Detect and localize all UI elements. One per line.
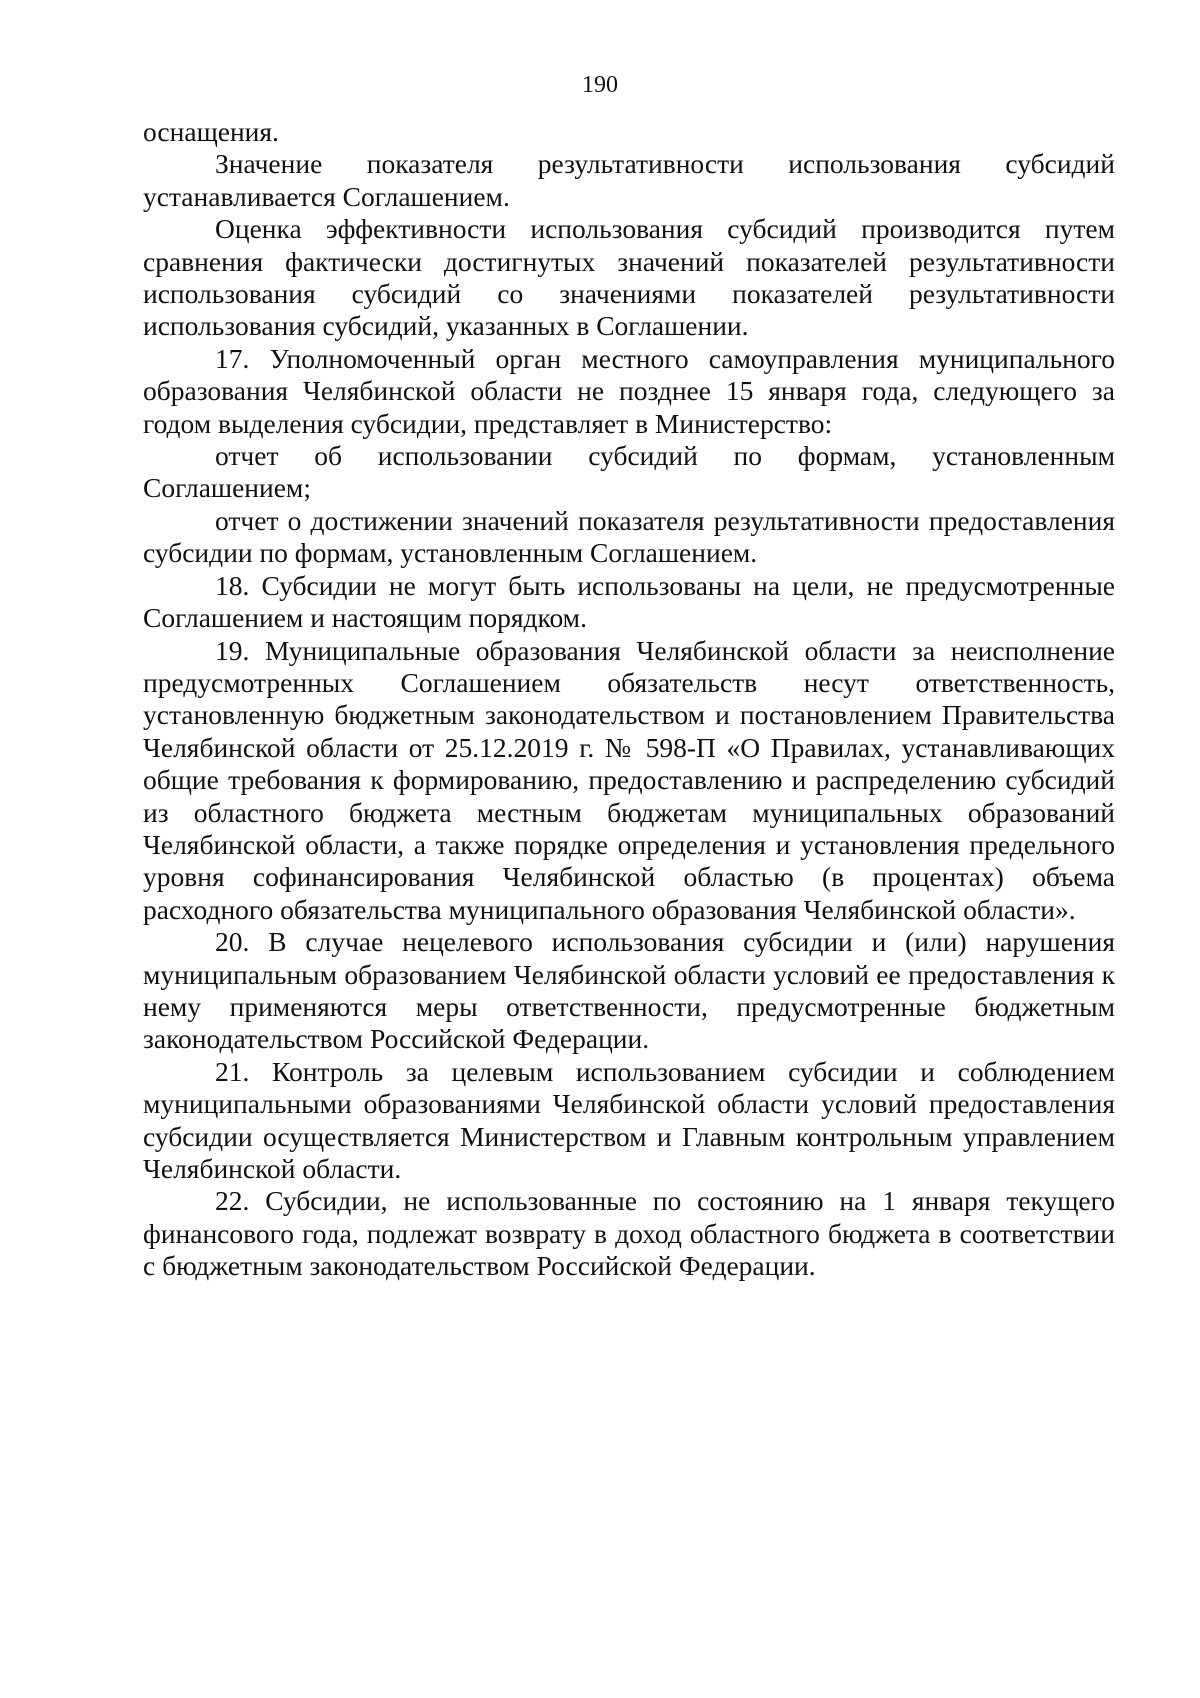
paragraph: 22. Субсидии, не использованные по состоянию на 1 января текущего финансового года, подлежат возврату в доход областного бюджета в соответствии с бюджетным законодательством Российской Федерации. bbox=[143, 1185, 1115, 1282]
paragraph: 17. Уполномоченный орган местного самоуправления муниципального образования Челябинской области не позднее 15 января года, следующего за годом выделения субсидии, представляет в Министерство: bbox=[143, 342, 1115, 439]
paragraph: оснащения. bbox=[143, 116, 279, 147]
paragraph: 19. Муниципальные образования Челябинской области за неисполнение предусмотренных Соглашением обязательств несут ответственность, установленную бюджетным законодательством и постановлением Правительства Челябинской области от 25.12.2019 г. № 598-П «О Правилах, устанавливающих общие требования к формированию, предоставлению и распределению субсидий из областного бюджета местным бюджетам муниципальных образований Челябинской области, а также порядке определения и установления предельного уровня софинансирования Челябинской областью (в процентах) объема расходного обязательства муниципального образования Челябинской области». bbox=[143, 634, 1115, 925]
paragraph: 18. Субсидии не могут быть использованы на цели, не предусмотренные Соглашением и настоящим порядком. bbox=[143, 569, 1115, 634]
paragraph: Оценка эффективности использования субсидий производится путем сравнения фактически достигнутых значений показателей результативности использования субсидий со значениями показателей результативности использования субсидий, указанных в Соглашении. bbox=[143, 213, 1115, 342]
page-number: 190 bbox=[582, 72, 618, 98]
paragraph: отчет о достижении значений показателя результативности предоставления субсидии по формам, установленным Соглашением. bbox=[143, 504, 1115, 569]
document-body bbox=[143, 116, 1115, 1283]
paragraph: 20. В случае нецелевого использования субсидии и (или) нарушения муниципальным образованием Челябинской области условий ее предоставления к нему применяются меры ответственности, предусмотренные бюджетным законодательством Российской Федерации. bbox=[143, 926, 1115, 1055]
paragraph: Значение показателя результативности использования субсидий устанавливается Соглашением. bbox=[143, 148, 1115, 212]
paragraph: 21. Контроль за целевым использованием субсидии и соблюдением муниципальными образованиями Челябинской области условий предоставления субсидии осуществляется Министерством и Главным контрольным управлением Челябинской области. bbox=[143, 1055, 1115, 1184]
paragraph: отчет об использовании субсидий по формам, установленным Соглашением; bbox=[143, 440, 1115, 504]
